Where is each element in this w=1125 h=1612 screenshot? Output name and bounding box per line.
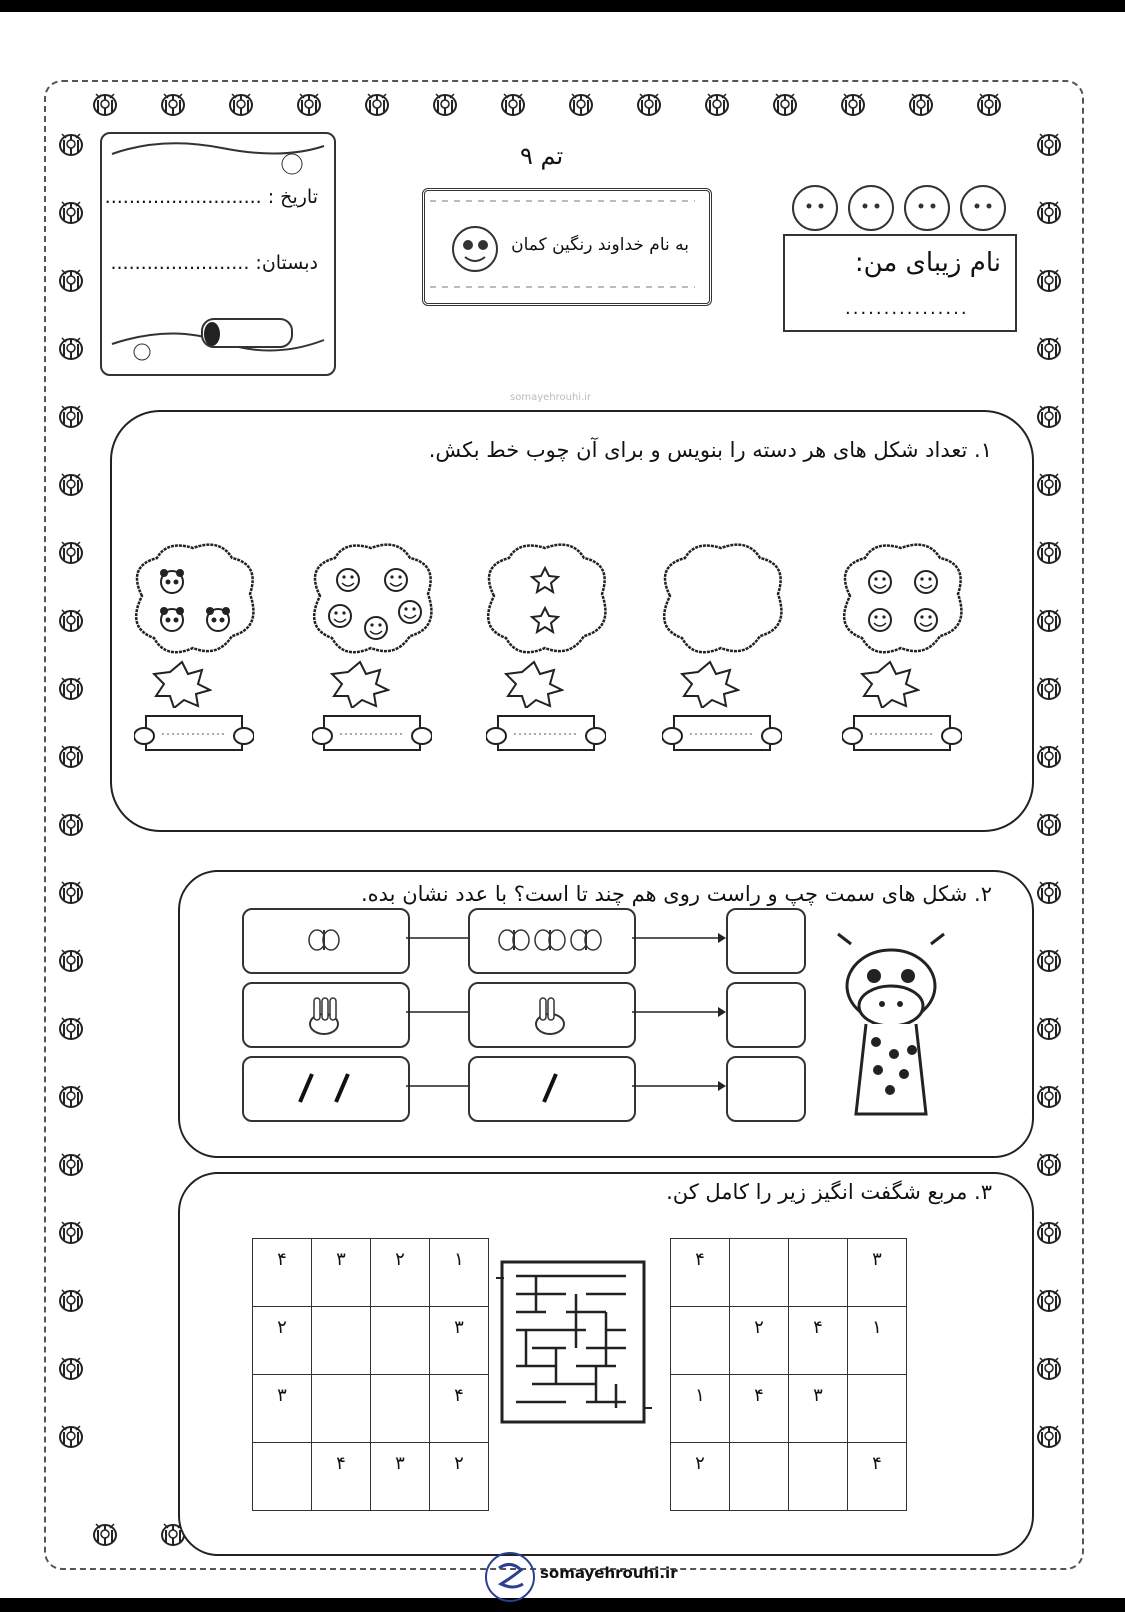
bee-icon: [1034, 1216, 1064, 1246]
magic-square-right: [670, 1238, 907, 1511]
grid-row: [671, 1375, 907, 1443]
title-banner-text: به نام خداوند رنگین کمان: [511, 235, 689, 255]
grid-cell-empty[interactable]: [253, 1443, 312, 1511]
bee-icon: [1034, 604, 1064, 634]
theme-label: تم ۹: [520, 142, 564, 170]
question-1-text: ۱. تعداد شکل های هر دسته را بنویس و برای آن چوب خط بکش.: [428, 438, 992, 462]
date-field[interactable]: تاریخ : ..........................: [104, 186, 318, 208]
left-items-box: [242, 908, 410, 974]
bee-icon: [974, 88, 1004, 118]
grid-cell-empty[interactable]: [371, 1375, 430, 1443]
bee-icon: [56, 1284, 86, 1314]
worksheet-page: [0, 12, 1125, 1598]
bee-icon: [56, 604, 86, 634]
bee-icon: [362, 88, 392, 118]
grid-cell: ۱: [848, 1307, 907, 1375]
brand-logo-icon: [485, 1552, 535, 1602]
magic-square-left: [252, 1238, 489, 1511]
question-3-text: ۳. مربع شگفت انگیز زیر را کامل کن.: [666, 1180, 992, 1204]
tally-plate-input[interactable]: [842, 712, 962, 756]
title-banner: [422, 188, 712, 306]
bee-icon: [56, 1352, 86, 1382]
grid-row: [253, 1443, 489, 1511]
bee-icon: [702, 88, 732, 118]
bee-icon: [1034, 128, 1064, 158]
bee-icon: [1034, 1148, 1064, 1178]
shape-cloud: [122, 536, 264, 662]
bee-icon: [158, 88, 188, 118]
bee-icon: [498, 88, 528, 118]
grid-row: [671, 1307, 907, 1375]
grid-row: [253, 1307, 489, 1375]
grid-cell: ۴: [789, 1307, 848, 1375]
bee-icon: [634, 88, 664, 118]
question-2-panel: [178, 870, 1034, 1158]
grid-cell: ۱: [430, 1239, 489, 1307]
bee-icon: [56, 1080, 86, 1110]
grid-cell: ۴: [730, 1375, 789, 1443]
bee-icon: [1034, 468, 1064, 498]
bee-icon: [1034, 1352, 1064, 1382]
grid-cell-empty[interactable]: [848, 1375, 907, 1443]
grid-cell: ۳: [371, 1443, 430, 1511]
grid-cell: ۳: [789, 1375, 848, 1443]
school-field[interactable]: دبستان: .......................: [110, 252, 318, 274]
question-2-text: ۲. شکل های سمت چپ و راست روی هم چند تا است؟ با عدد نشان بده.: [360, 882, 992, 906]
question-3-panel: [178, 1172, 1034, 1556]
bee-icon: [56, 332, 86, 362]
left-items-box: [242, 982, 410, 1048]
answer-box-input[interactable]: [726, 982, 806, 1048]
bee-icon: [56, 196, 86, 226]
bee-icon: [1034, 1284, 1064, 1314]
answer-box-input[interactable]: [726, 1056, 806, 1122]
grid-cell-empty[interactable]: [671, 1307, 730, 1375]
connector-arrow: [406, 1076, 728, 1100]
grid-row: [671, 1443, 907, 1511]
bee-icon: [56, 264, 86, 294]
shape-cloud: [830, 536, 972, 662]
grid-cell: ۲: [253, 1307, 312, 1375]
bee-icon: [56, 876, 86, 906]
maze-icon: [496, 1258, 652, 1428]
bee-icon: [1034, 740, 1064, 770]
grid-cell: ۴: [253, 1239, 312, 1307]
bee-icon: [1034, 264, 1064, 294]
grid-cell-empty[interactable]: [730, 1443, 789, 1511]
grid-cell: ۲: [430, 1443, 489, 1511]
name-label: نام زیبای من:: [854, 248, 1001, 278]
name-box[interactable]: [783, 234, 1017, 332]
bee-icon: [56, 740, 86, 770]
bee-icon: [430, 88, 460, 118]
bee-icon: [1034, 1420, 1064, 1450]
bee-icon: [1034, 1012, 1064, 1042]
bee-icon: [1034, 1080, 1064, 1110]
grid-cell: ۳: [848, 1239, 907, 1307]
grid-cell-empty[interactable]: [789, 1239, 848, 1307]
bee-icon: [90, 88, 120, 118]
grid-cell: ۱: [671, 1375, 730, 1443]
grid-cell-empty[interactable]: [789, 1443, 848, 1511]
tally-plate-input[interactable]: [486, 712, 606, 756]
shape-cloud: [650, 536, 792, 662]
answer-box-input[interactable]: [726, 908, 806, 974]
grid-row: [253, 1375, 489, 1443]
bee-icon: [226, 88, 256, 118]
grid-cell: ۲: [730, 1307, 789, 1375]
count-star-input[interactable]: [330, 660, 390, 708]
tally-plate-input[interactable]: [312, 712, 432, 756]
grid-cell: ۴: [848, 1443, 907, 1511]
connector-arrow: [406, 928, 728, 952]
shape-cloud: [300, 536, 442, 662]
bee-icon: [1034, 400, 1064, 430]
bee-icon: [1034, 672, 1064, 702]
giraffe-icon: [816, 914, 966, 1128]
grid-row: [253, 1239, 489, 1307]
grid-cell: ۴: [430, 1375, 489, 1443]
bee-icon: [56, 468, 86, 498]
bee-icon: [838, 88, 868, 118]
grid-cell-empty[interactable]: [730, 1239, 789, 1307]
bee-icon: [56, 808, 86, 838]
count-star-input[interactable]: [152, 660, 212, 708]
bee-icon: [56, 128, 86, 158]
name-field[interactable]: ................: [845, 298, 969, 319]
bee-icon: [1034, 944, 1064, 974]
bee-icon: [1034, 876, 1064, 906]
bee-icon: [56, 1012, 86, 1042]
bee-icon: [56, 1420, 86, 1450]
watermark-text: somayehrouhi.ir: [510, 392, 592, 403]
bee-icon: [90, 1518, 120, 1548]
bee-icon: [56, 944, 86, 974]
grid-cell: ۲: [371, 1239, 430, 1307]
grid-cell: ۳: [430, 1307, 489, 1375]
grid-cell: ۳: [253, 1375, 312, 1443]
bee-icon: [1034, 196, 1064, 226]
count-star-input[interactable]: [680, 660, 740, 708]
grid-cell-empty[interactable]: [371, 1307, 430, 1375]
grid-cell: ۲: [671, 1443, 730, 1511]
tally-plate-input[interactable]: [134, 712, 254, 756]
bee-icon: [56, 400, 86, 430]
count-star-input[interactable]: [860, 660, 920, 708]
tally-plate-input[interactable]: [662, 712, 782, 756]
grid-row: [671, 1239, 907, 1307]
grid-cell-empty[interactable]: [312, 1375, 371, 1443]
footer-url[interactable]: somayehrouhi.ir: [540, 1564, 678, 1582]
connector-arrow: [406, 1002, 728, 1026]
bee-icon: [1034, 808, 1064, 838]
bee-icon: [1034, 332, 1064, 362]
date-school-scroll: [100, 132, 336, 376]
left-items-box: [242, 1056, 410, 1122]
bee-icon: [56, 536, 86, 566]
grid-cell-empty[interactable]: [312, 1307, 371, 1375]
grid-cell: ۴: [312, 1443, 371, 1511]
teddy-bears-icon: [783, 172, 1013, 234]
count-star-input[interactable]: [504, 660, 564, 708]
shape-cloud: [474, 536, 616, 662]
bee-icon: [566, 88, 596, 118]
question-1-panel: [110, 410, 1034, 832]
bee-icon: [56, 1148, 86, 1178]
bee-icon: [1034, 536, 1064, 566]
bee-icon: [770, 88, 800, 118]
bee-icon: [56, 1216, 86, 1246]
bee-icon: [56, 672, 86, 702]
grid-cell: ۴: [671, 1239, 730, 1307]
bee-icon: [294, 88, 324, 118]
grid-cell: ۳: [312, 1239, 371, 1307]
bee-icon: [906, 88, 936, 118]
